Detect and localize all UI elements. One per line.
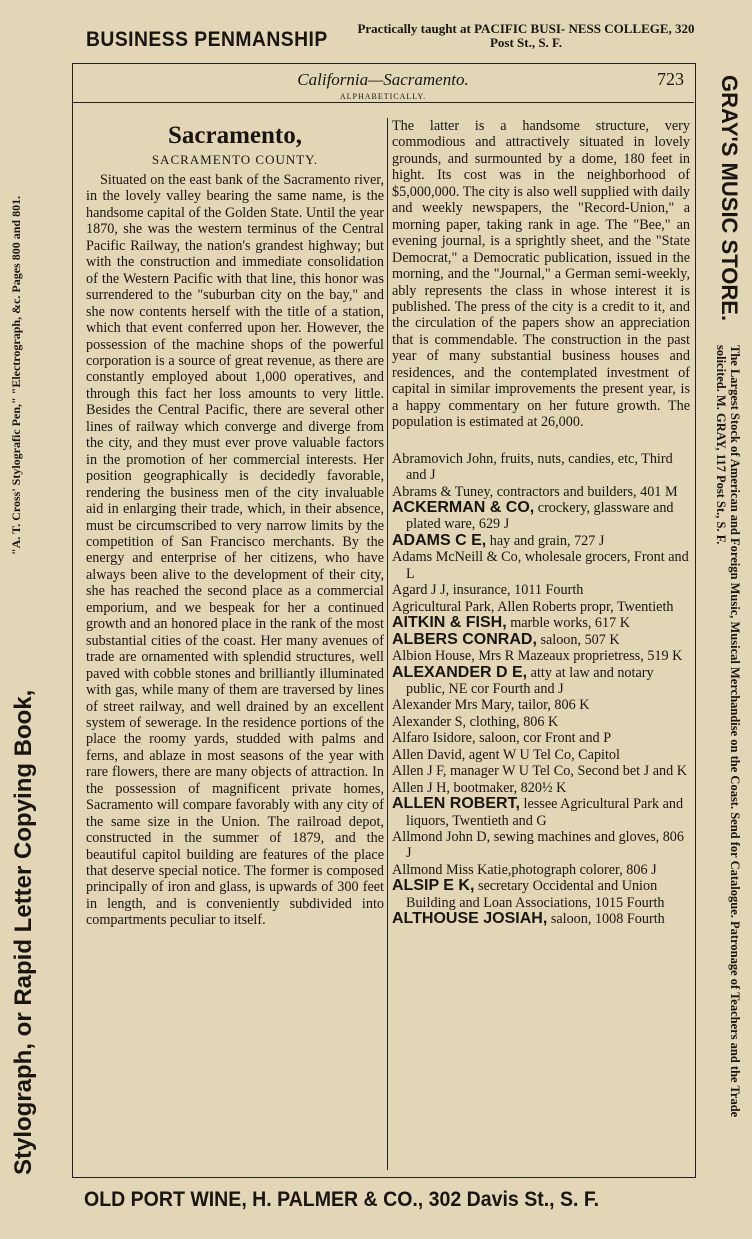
entry-details: saloon, cor Front and P	[475, 730, 612, 747]
entry-details: crockery, glassware and plated ware, 629 J	[406, 499, 674, 533]
directory-entry	[392, 829, 690, 862]
directory-entry	[392, 615, 690, 631]
entry-details: contractors and builders, 401 M	[493, 483, 678, 500]
right-ad-main: GRAY'S MUSIC STORE.	[717, 75, 742, 322]
directory-entry	[392, 697, 690, 713]
directory-entry	[392, 500, 690, 533]
entry-details: bootmaker, 820½ K	[449, 779, 567, 796]
article-title: Sacramento,	[168, 122, 302, 149]
directory-entry	[392, 632, 690, 648]
directory-entry	[392, 878, 690, 911]
entry-name: Allen J F,	[392, 763, 447, 780]
entry-name: Albion House,	[392, 648, 475, 665]
right-column	[392, 118, 690, 928]
entry-name: ALEXANDER D E,	[392, 663, 528, 681]
entry-details: clothing, 806 K	[466, 713, 559, 730]
entry-details: photograph colorer, 806 J	[511, 861, 657, 878]
directory-entry	[392, 747, 690, 763]
entry-details: wholesale grocers, Front and L	[406, 549, 689, 582]
top-advertisement	[86, 22, 696, 58]
running-title: California—Sacramento.	[297, 70, 469, 89]
directory-entry	[392, 796, 690, 829]
directory-entry	[392, 714, 690, 730]
page-number: 723	[657, 69, 684, 89]
article-text-right: The latter is a handsome structure, very commodious and attractively situated in lovely grounds, and surmounted by a dome, 180 feet in hight. Its cost was in the neighborhood of $5,000,000. The city is also well supplied with daily and weekly newspapers, the "Record-Union," a morning paper, taking rank in age. The "Bee," an evening journal, is a sprightly sheet, and the "State Democrat," a Democratic publication, issued in the morning, and the "Journal," a German semi-weekly, ably represents the class in whose interest it is published. The press of the city is a credit to it, and the circulation of the papers show an appreciation that is commendable. The construction in the past year of many substantial business houses and residences, and the contemplated investment of capital in similar improvements the present year, is a happy commentary on her future growth. The population is estimated at 26,000.	[392, 118, 690, 431]
top-ad-main: BUSINESS PENMANSHIP	[86, 28, 328, 51]
entry-name: ALSIP E K,	[392, 877, 475, 895]
entry-name: Abrams & Tuney,	[392, 483, 494, 500]
entry-name: Agricultural Park,	[392, 598, 495, 615]
entry-details: secretary Occidental and Union Building and Loan Associations, 1015 Fourth	[406, 878, 665, 911]
entry-details: saloon, 1008 Fourth	[547, 911, 665, 928]
directory-entry	[392, 648, 690, 664]
entry-details: sewing machines and gloves, 806 J	[406, 829, 684, 862]
entry-details: marble works, 617 K	[506, 615, 631, 632]
left-column	[86, 118, 384, 929]
right-side-advertisement	[697, 75, 742, 1175]
column-divider	[387, 118, 388, 1170]
entry-name: ALTHOUSE JOSIAH,	[392, 910, 548, 928]
left-side-advertisement	[10, 75, 72, 1175]
entry-details: hay and grain, 727 J	[486, 532, 605, 549]
directory-entry	[392, 911, 690, 927]
entry-name: Agard J J,	[392, 582, 450, 599]
directory-entry	[392, 484, 690, 500]
entry-name: ALLEN ROBERT,	[392, 795, 520, 813]
entry-name: Adams McNeill & Co,	[392, 549, 522, 566]
entry-details: tailor, 806 K	[514, 697, 590, 714]
entry-details: insurance, 1011 Fourth	[449, 582, 584, 599]
entry-name: Alfaro Isidore,	[392, 730, 476, 747]
entry-name: Abramovich John,	[392, 450, 497, 467]
directory-entry	[392, 862, 690, 878]
alphabetically-label: ALPHABETICALLY.	[339, 92, 427, 101]
entry-details: saloon, 507 K	[536, 631, 620, 648]
bottom-advertisement: OLD PORT WINE, H. PALMER & CO., 302 Davis St., S. F.	[84, 1188, 600, 1211]
entry-name: AITKIN & FISH,	[392, 614, 507, 632]
left-ad-main: Stylograph, or Rapid Letter Copying Book,	[10, 689, 37, 1175]
entry-details: Allen Roberts propr, Twentieth	[494, 598, 674, 615]
right-ad-sub: The Largest Stock of American and Foreign Music, Musical Merchandise on the Coast. Send for Catalogue. Patronage of Teachers and the Trade solicited. M. GRAY, 117 Post St., S. F.	[714, 345, 742, 1118]
entry-name: Allmond John D,	[392, 829, 491, 846]
entry-name: Allmond Miss Katie,	[392, 861, 512, 878]
directory-entry	[392, 549, 690, 582]
entry-details: lessee Agricultural Park and liquors, Twentieth and G	[406, 796, 684, 829]
entry-details: Mrs R Mazeaux proprietress, 519 K	[474, 648, 683, 665]
page-header	[72, 66, 694, 103]
entry-name: ACKERMAN & CO,	[392, 498, 535, 516]
entry-details: atty at law and notary public, NE cor Fourth and J	[406, 664, 654, 697]
county-subtitle: SACRAMENTO COUNTY.	[151, 152, 319, 167]
left-ad-sub: "A. T. Cross' Stylografic Pen," "Electrograph, &c. Pages 800 and 801.	[9, 195, 23, 555]
entry-name: Allen J H,	[392, 779, 450, 796]
directory-entry	[392, 665, 690, 698]
entry-name: ADAMS C E,	[392, 531, 487, 549]
directory-entry	[392, 780, 690, 796]
article-text-left: Situated on the east bank of the Sacramento river, in the lovely valley bearing the same name, is the handsome capital of the Golden State. Until the year 1870, she was the western terminus of the Central Pacific Railway, the nation's grandest highway; but with the construction and immediate consolidation of the Western Pacific with that line, this honor was surrendered to the "suburban city on the bay," and she now contents herself with the title of a station, which that event conferred upon her. However, the possession of the machine shops of the powerful corporation is a source of great revenue, as there are constantly employed about 1,000 operatives, and through this fact her loss amounts to very little. Besides the Central Pacific, there are several other lines of railway which converge and diverge from the city, and they must ever prove valuable factors in the promotion of her commercial interests. Her position geographically is decidedly favorable, rendering the business men of the city invaluable aid in enlarging their trade, which, in their absence, must be circumscribed to very narrow limits by the competition of San Francisco merchants. By the energy and enterprise of her citizens, who have always been alive to the development of their city, she has reached the second place as a commercial emporium, and we bespeak for her a continued growth and an honored place in the rank of the most substantial cities of the coast. Her many avenues of trade are ornamented with splendid structures, well paved with cobble stones and brilliantly illuminated with gas, while many of them are traversed by lines of street railway, and well drained by an excellent system of sewerage. In the residence portions of the place the roomy yards, studded with palms and ferns, and ablaze in most seasons of the year with rare flowers, there are many objects of attraction. In the possession of magnificent private homes, Sacramento will compare favorably with any city of the same size in the Union. The railroad depot, constructed in the summer of 1879, and the beautiful capitol building are features of the place that deserve special notice. The former is composed principally of iron and glass, is upwards of 300 feet in length, and is conveniently subdivided into compartments peculiar to itself.	[86, 172, 384, 929]
top-ad-sub: Practically taught at PACIFIC BUSI- NESS COLLEGE, 320 Post St., S. F.	[357, 21, 695, 50]
entry-name: Alexander Mrs Mary,	[392, 697, 515, 714]
directory-entry	[392, 582, 690, 598]
entry-name: Alexander S,	[392, 713, 467, 730]
entry-name: Allen David,	[392, 746, 466, 763]
entry-details: agent W U Tel Co, Capitol	[465, 746, 620, 763]
entry-details: manager W U Tel Co, Second bet J and K	[446, 763, 687, 780]
entry-details: fruits, nuts, candies, etc, Third and J	[406, 450, 673, 484]
directory-entry	[392, 533, 690, 549]
directory-entry	[392, 451, 690, 484]
directory-entry	[392, 730, 690, 746]
directory-listing	[392, 451, 690, 928]
directory-entry	[392, 599, 690, 615]
directory-entry	[392, 763, 690, 779]
entry-name: ALBERS CONRAD,	[392, 630, 537, 648]
